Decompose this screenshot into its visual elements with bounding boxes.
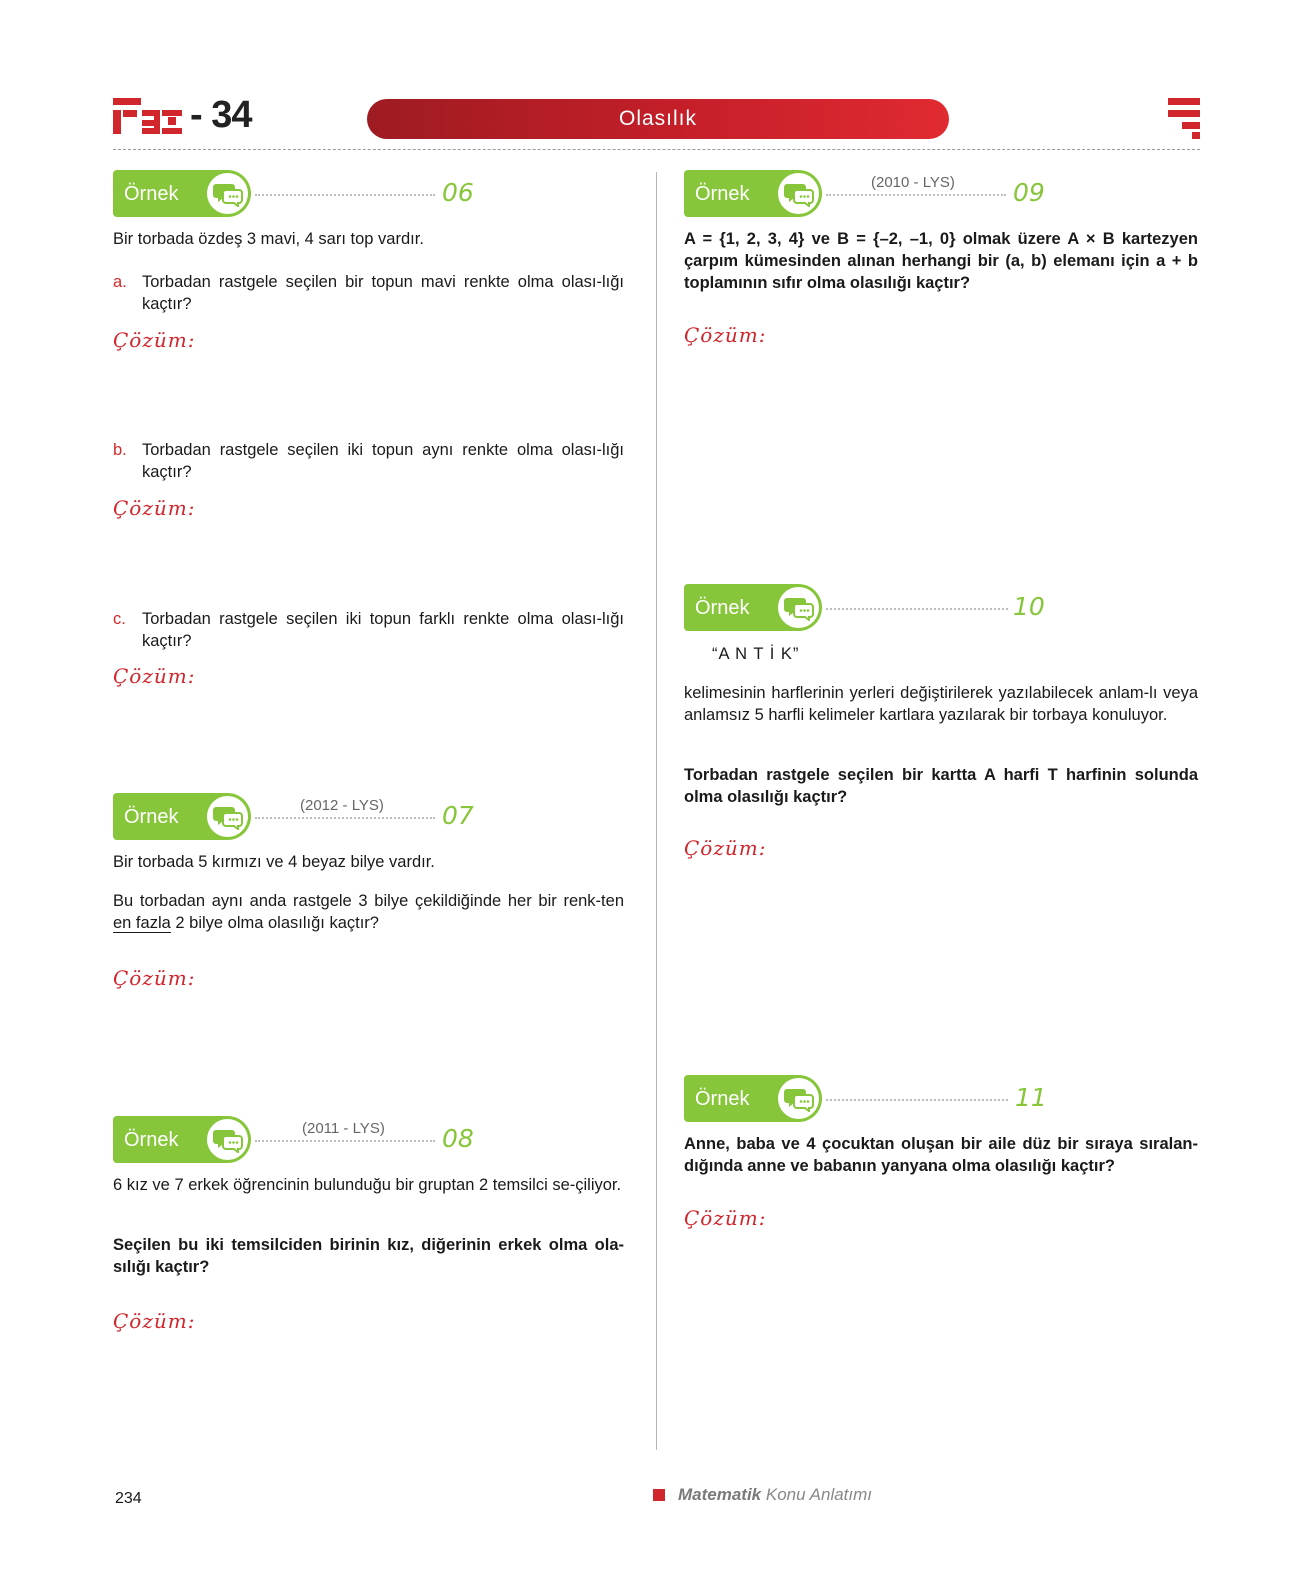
solution-label: Çözüm:: [684, 1206, 767, 1230]
example-number: 09: [1013, 178, 1045, 207]
example-06-question-a: Torbadan rastgele seçilen bir topun mavi renkte olma olası-lığı kaçtır?: [142, 273, 624, 313]
item-marker-a: a.: [113, 273, 127, 291]
example-10-question: Torbadan rastgele seçilen bir kartta A harfi T harfinin solunda olma olasılığı kaçtır?: [684, 766, 1198, 806]
dotted-leader: [826, 608, 1008, 610]
ornek-badge-08: [113, 1116, 251, 1163]
example-08-intro: 6 kız ve 7 erkek öğrencinin bulunduğu bir gruptan 2 temsilci se-çiliyor.: [113, 1176, 622, 1194]
solution-label: Çözüm:: [113, 496, 196, 520]
ornek-label: Örnek: [124, 1129, 179, 1151]
solution-label: Çözüm:: [684, 836, 767, 860]
ornek-label: Örnek: [695, 1088, 750, 1110]
chat-bubble-icon: [207, 1119, 248, 1160]
example-06-question-c: Torbadan rastgele seçilen iki topun farklı renkte olma olası-lığı kaçtır?: [142, 610, 624, 650]
ornek-label: Örnek: [124, 183, 179, 205]
unit-number: - 34: [190, 94, 252, 136]
solution-label: Çözüm:: [113, 328, 196, 352]
example-06-question-b: Torbadan rastgele seçilen iki topun aynı renkte olma olası-lığı kaçtır?: [142, 441, 624, 481]
ornek-label: Örnek: [695, 183, 750, 205]
ornek-badge-09: [684, 170, 822, 217]
example-10-intro: kelimesinin harflerinin yerleri değiştirilerek yazılabilecek anlam-lı veya anlamsız 5 harfli kelimeler kartlara yazılarak bir torbaya konuluyor.: [684, 684, 1198, 724]
corner-logo-icon: [1168, 98, 1200, 140]
example-07-intro: Bir torbada 5 kırmızı ve 4 beyaz bilye vardır.: [113, 853, 435, 871]
example-09-question: A = {1, 2, 3, 4} ve B = {–2, –1, 0} olmak üzere A × B kartezyen çarpım kümesinden alınan herhangi bir (a, b) elemanı için a + b toplamının sıfır olma olasılığı kaçtır?: [684, 230, 1198, 292]
question-part: 2 bilye olma olasılığı kaçtır?: [170, 914, 379, 932]
example-number: 08: [442, 1124, 474, 1153]
example-10-word: “A N T İ K”: [712, 645, 800, 663]
header-divider: [113, 149, 1200, 150]
exam-source: (2010 - LYS): [871, 174, 955, 191]
example-number: 10: [1013, 592, 1045, 621]
book-title: [678, 1485, 872, 1505]
solution-label: Çözüm:: [684, 323, 767, 347]
solution-label: Çözüm:: [113, 1309, 196, 1333]
example-number: 07: [442, 801, 474, 830]
ornek-badge-06: [113, 170, 251, 217]
column-divider: [656, 172, 657, 1450]
chat-bubble-icon: [778, 173, 819, 214]
ornek-label: Örnek: [124, 806, 179, 828]
faz-logo-mark: [113, 96, 185, 138]
dotted-leader: [255, 194, 435, 196]
item-marker-c: c.: [113, 610, 126, 628]
underlined-phrase: en fazla: [113, 914, 171, 932]
ornek-badge-10: [684, 584, 822, 631]
exam-source: (2011 - LYS): [302, 1120, 385, 1137]
solution-label: Çözüm:: [113, 966, 196, 990]
example-11-question: Anne, baba ve 4 çocuktan oluşan bir aile düz bir sıraya sıralan-dığında anne ve babanın yanyana olma olasılığı kaçtır?: [684, 1135, 1198, 1175]
example-07-question: [113, 890, 624, 934]
dotted-leader: [255, 817, 435, 819]
question-part: Bu torbadan aynı anda rastgele 3 bilye çekildiğinde her bir renk-ten: [113, 892, 624, 910]
example-08-question: Seçilen bu iki temsilciden birinin kız, diğerinin erkek olma ola-sılığı kaçtır?: [113, 1236, 624, 1276]
page-number: 234: [115, 1490, 142, 1507]
item-marker-b: b.: [113, 441, 127, 459]
dotted-leader: [826, 194, 1006, 196]
faz-logo: [113, 96, 185, 138]
chat-bubble-icon: [207, 796, 248, 837]
ornek-badge-11: [684, 1075, 822, 1122]
footer-square-icon: [653, 1489, 665, 1501]
exam-source: (2012 - LYS): [300, 797, 384, 814]
topic-title: Olasılık: [367, 99, 949, 139]
dotted-leader: [255, 1140, 435, 1142]
chat-bubble-icon: [778, 1078, 819, 1119]
example-number: 11: [1015, 1083, 1047, 1112]
book-title-bold: Matematik: [678, 1485, 762, 1504]
example-number: 06: [442, 178, 474, 207]
dotted-leader: [826, 1099, 1008, 1101]
example-06-intro: Bir torbada özdeş 3 mavi, 4 sarı top vardır.: [113, 230, 424, 248]
solution-label: Çözüm:: [113, 664, 196, 688]
ornek-label: Örnek: [695, 597, 750, 619]
chat-bubble-icon: [778, 587, 819, 628]
book-title-rest: Konu Anlatımı: [761, 1485, 873, 1504]
ornek-badge-07: [113, 793, 251, 840]
chat-bubble-icon: [207, 173, 248, 214]
